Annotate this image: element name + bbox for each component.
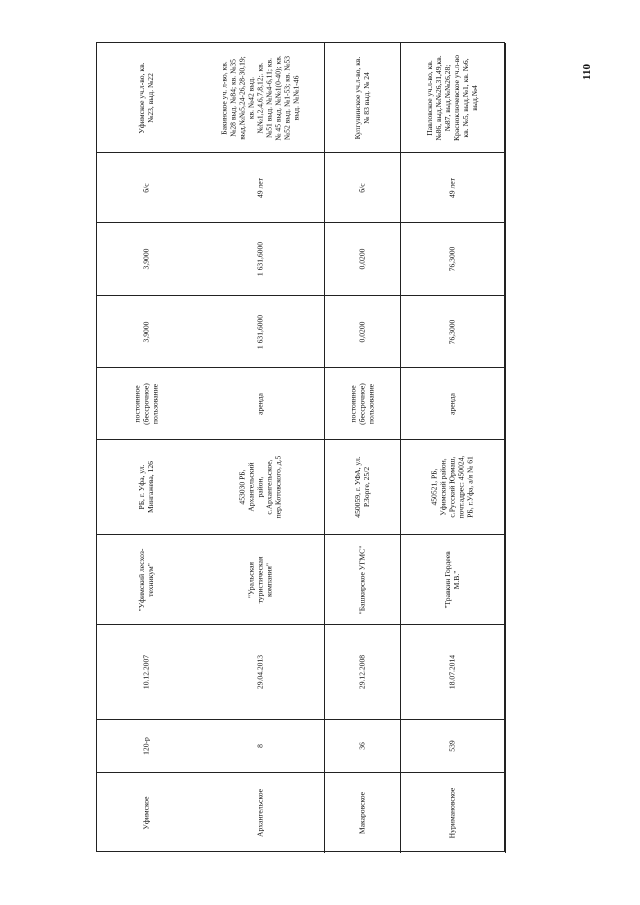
area-text: 1 631,6000	[255, 314, 265, 349]
decree-number-text: 36	[357, 742, 367, 750]
holder-cell	[325, 535, 400, 625]
date-cell	[401, 625, 505, 720]
decree-number-text: 8	[255, 744, 265, 748]
date-cell	[325, 625, 400, 720]
term-cell	[197, 153, 324, 223]
table-row	[97, 43, 197, 853]
date-text: 29.12.2008	[357, 654, 367, 690]
district-text: Нуримановское	[447, 787, 457, 839]
holder-text: "Травкин Гордеев М.В."	[443, 550, 461, 609]
area-cell	[401, 296, 505, 368]
area-used-cell	[197, 223, 324, 296]
location-text: Павловское уч.л-во, кв. №86, выд.№№26,31,49,кв. №87, выд.№№26,28; Красноключевское уч.л-во кв. №5, выд.№1, кв. №6, выд.№4	[425, 54, 479, 141]
location-text: Бакинское уч. л-во, кв. №28 выд. №84; кв. №35 выд.№№5,24-26,28-30,19; кв. №42 выд. №№1,2,4,6,7,8,12;. кв. №51 выд. №№4-6,11; кв. № 45 выд. №№1(0-40); кв. №52 выд. №1-53; кв. №53 выд. №№1-46	[219, 54, 300, 141]
area-used-text: 76,3000	[447, 246, 457, 272]
term-text: б/с	[141, 182, 151, 193]
term-text: б/с	[357, 182, 367, 193]
date-text: 18.07.2014	[447, 654, 457, 690]
area-used-cell	[97, 223, 197, 296]
date-text: 10.12.2007	[141, 654, 151, 690]
holder-cell	[401, 535, 505, 625]
area-text: 0,0200	[357, 321, 367, 342]
location-cell	[97, 43, 197, 153]
address-cell	[197, 440, 324, 535]
holder-text: "Башкирское УГМС"	[357, 545, 367, 614]
holder-text: "Уральская туристическая компания"	[246, 556, 273, 603]
holder-cell	[97, 535, 197, 625]
location-cell	[325, 43, 400, 153]
land-lease-table	[96, 42, 505, 852]
address-text: РБ, г. Уфа, ул. Мингажева, 126	[137, 461, 155, 513]
location-text: Уфимское уч.л-во, кв. №23, выд. №22	[137, 61, 155, 134]
decree-number-text: 539	[447, 740, 457, 752]
area-used-text: 0,0200	[357, 248, 367, 270]
district-text: Архангельское	[255, 789, 265, 837]
term-cell	[325, 153, 400, 223]
date-cell	[197, 625, 324, 720]
area-text: 76,3000	[447, 319, 457, 344]
date-text: 29.04.2013	[255, 654, 265, 690]
right-type-text: аренда	[255, 392, 265, 415]
address-text: 450059, г. УФА, ул. Р.Зорге, 25/2	[352, 456, 371, 518]
holder-cell	[197, 535, 324, 625]
address-cell	[97, 440, 197, 535]
right-type-text: постоянное (бессрочное) пользование	[348, 382, 375, 425]
district-text: Макаровское	[357, 791, 367, 835]
date-cell	[97, 625, 197, 720]
right-type-cell	[97, 368, 197, 440]
decree-number-cell	[197, 720, 324, 773]
location-text: Кулгунинское уч.л-во, кв. № 83 выд. № 24	[352, 56, 371, 139]
decree-number-cell	[325, 720, 400, 773]
decree-number-cell	[97, 720, 197, 773]
district-cell	[197, 773, 324, 853]
address-cell	[325, 440, 400, 535]
district-cell	[325, 773, 400, 853]
district-cell	[97, 773, 197, 853]
area-cell	[197, 296, 324, 368]
address-cell	[401, 440, 505, 535]
area-cell	[97, 296, 197, 368]
right-type-text: постоянное (бессрочное) пользование	[132, 382, 160, 425]
area-cell	[325, 296, 400, 368]
term-cell	[401, 153, 505, 223]
location-cell	[197, 43, 324, 153]
table-row	[197, 43, 325, 853]
address-text: 450521, РБ, Уфимский район, с.Русский Юрмаш, почт.адрес: 450024, РБ, г.Уфа, а/я № 61	[429, 455, 475, 519]
right-type-text: аренда	[447, 392, 457, 415]
area-used-text: 3,9000	[141, 248, 151, 270]
area-used-cell	[325, 223, 400, 296]
table-row	[325, 43, 401, 853]
district-cell	[401, 773, 505, 853]
right-type-cell	[197, 368, 324, 440]
decree-number-cell	[401, 720, 505, 773]
term-cell	[97, 153, 197, 223]
area-used-text: 1 631,6000	[255, 241, 265, 277]
table-row	[401, 43, 506, 853]
term-text: 49 лет	[255, 177, 265, 198]
decree-number-text: 120-р	[141, 737, 151, 755]
right-type-cell	[325, 368, 400, 440]
district-text: Уфимское	[141, 796, 151, 830]
term-text: 49 лет	[447, 177, 457, 198]
area-used-cell	[401, 223, 505, 296]
location-cell	[401, 43, 505, 153]
address-text: 453030 РБ, Архангельский район, с.Архангельское, пер.Котовского, д.5	[237, 455, 282, 519]
area-text: 3,9000	[141, 321, 151, 342]
page-number: 110	[581, 64, 593, 80]
right-type-cell	[401, 368, 505, 440]
holder-text: "Уфимский лесхоз- техникум"	[137, 548, 155, 611]
